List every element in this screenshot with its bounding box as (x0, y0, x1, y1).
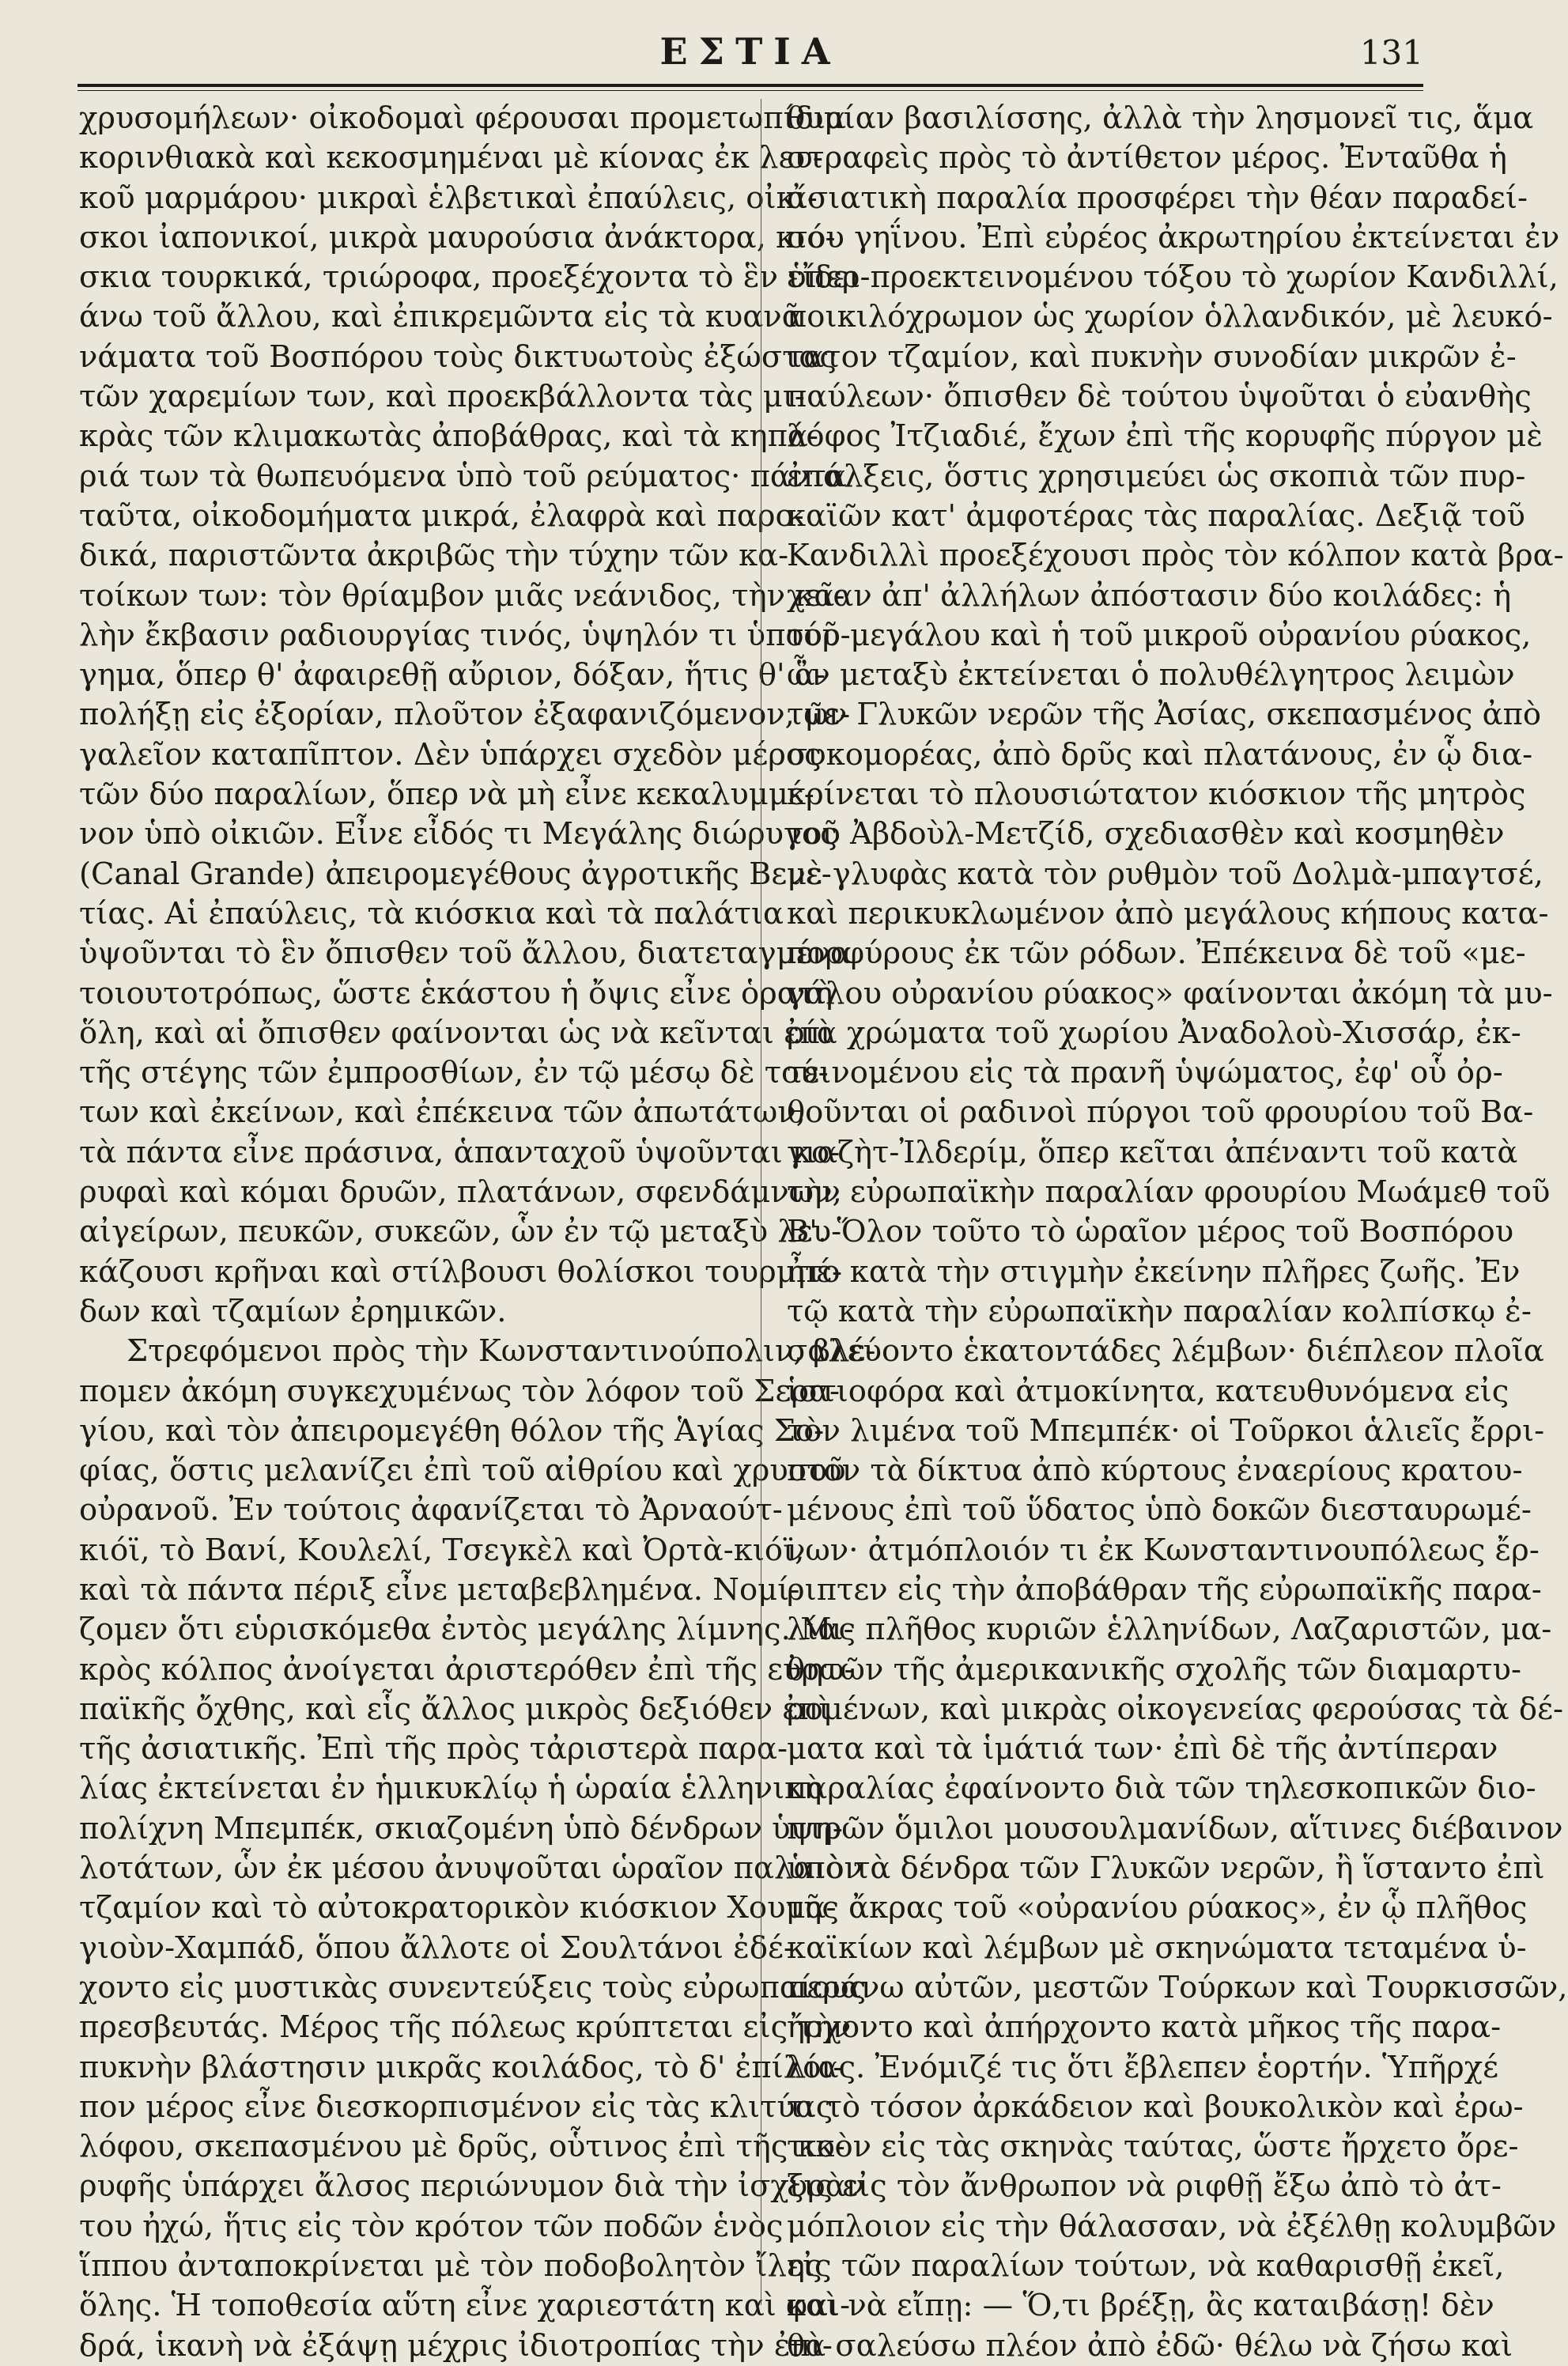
text-line: λίας πλῆθος κυριῶν ἑλληνίδων, Λαζαριστῶν, μα- (787, 1612, 1552, 1648)
text-line: θὰ σαλεύσω πλέον ἀπὸ ἐδῶ· θέλω νὰ ζήσω καὶ (787, 2327, 1513, 2364)
text-line: χεῖαν ἀπ' ἀλλήλων ἀπόστασιν δύο κοιλάδες: ἡ (787, 577, 1512, 614)
text-line: παραλίας ἐφαίνοντο διὰ τῶν τηλεσκοπικῶν διο- (787, 1771, 1536, 1807)
text-line: οὐρανοῦ. Ἐν τούτοις ἀφανίζεται τὸ Ἀρναούτ- (79, 1492, 783, 1529)
text-line: πυκνὴν βλάστησιν μικρᾶς κοιλάδος, τὸ δ' ἐπίλοι- (79, 2049, 844, 2085)
text-line: ὧν μεταξὺ ἐκτείνεται ὁ πολυθέλγητρος λειμὼν (787, 657, 1515, 694)
text-line: καὶ περικυκλωμένον ἀπὸ μεγάλους κήπους κατα- (787, 895, 1549, 932)
page-header (77, 24, 1423, 79)
text-line: μὲ γλυφὰς κατὰ τὸν ρυθμὸν τοῦ Δολμὰ-μπαγτσέ, (787, 856, 1543, 892)
text-line: σκια τουρκικά, τριώροφα, προεξέχοντα τὸ ἓν ὑπερ- (79, 259, 871, 296)
text-line: τῆς ἄκρας τοῦ «οὐρανίου ρύακος», ἐν ᾧ πλῆθος (787, 1890, 1528, 1926)
text-line: γάλου οὐρανίου ρύακος» φαίνονται ἀκόμη τὰ μυ- (787, 975, 1553, 1011)
text-line: πον μέρος εἶνε διεσκορπισμένον εἰς τὰς κλιτύας (79, 2088, 833, 2125)
text-line: κοῦ μαρμάρου· μικραὶ ἑλβετικαὶ ἐπαύλεις, οἰκί- (79, 180, 818, 216)
text-line: ἐπάλξεις, ὅστις χρησιμεύει ὡς σκοπιὰ τῶν πυρ- (787, 458, 1526, 494)
text-line: ἤρχοντο καὶ ἀπήρχοντο κατὰ μῆκος τῆς παρα- (787, 2009, 1502, 2046)
text-line: άνω τοῦ ἄλλου, καὶ ἐπικρεμῶντα εἰς τὰ κυανᾶ (79, 299, 803, 335)
text-line: ταῦτα, οἰκοδομήματα μικρά, ἐλαφρὰ καὶ παρο- (79, 497, 804, 534)
text-line: καὶ νὰ εἴπῃ: — Ὅ,τι βρέξῃ, ἂς καταιβάσῃ! δὲν (787, 2288, 1494, 2324)
text-line: γημα, ὅπερ θ' ἀφαιρεθῇ αὔριον, δόξαν, ἥτις θ' ἀ- (79, 657, 826, 694)
text-line: φίας, ὅστις μελανίζει ἐπὶ τοῦ αἰθρίου καὶ χρυσοῦ (79, 1453, 846, 1489)
text-line: τικὸν εἰς τὰς σκηνὰς ταύτας, ὥστε ἤρχετο ὄρε- (787, 2129, 1519, 2165)
text-line: καὶ τὰ πάντα πέριξ εἶνε μεταβεβλημένα. Νομί- (79, 1571, 800, 1608)
left-column (79, 99, 876, 2364)
text-line: Β'. Ὅλον τοῦτο τὸ ὡραῖον μέρος τοῦ Βοσπόρου (787, 1214, 1514, 1250)
text-line: τὰ πάντα εἶνε πράσινα, ἁπανταχοῦ ὑψοῦνται κο- (79, 1134, 841, 1170)
text-line: χρυσομήλεων· οἰκοδομαὶ φέρουσαι προμετωπίδια (79, 100, 846, 136)
text-line: Στρεφόμενοι πρὸς τὴν Κωνσταντινούπολιν, βλέ- (127, 1333, 876, 1370)
text-line: τῆς στέγης τῶν ἐμπροσθίων, ἐν τῷ μέσῳ δὲ τού- (79, 1055, 829, 1091)
text-line: τοιουτοτρόπως, ὥστε ἑκάστου ἡ ὄψις εἶνε ὁρατὴ (79, 975, 833, 1011)
right-column (787, 99, 1568, 2364)
text-line: λίας ἐκτείνεται ἐν ἡμικυκλίῳ ἡ ὡραία ἑλληνικὴ (79, 1771, 822, 1807)
text-line: καϊῶν κατ' ἀμφοτέρας τὰς παραλίας. Δεξιᾷ τοῦ (787, 497, 1525, 534)
text-line: παύλεων· ὄπισθεν δὲ τούτου ὑψοῦται ὁ εὐανθὴς (787, 379, 1532, 415)
text-line: νάματα τοῦ Βοσπόρου τοὺς δικτυωτοὺς ἐξώστας (79, 338, 837, 375)
text-line: ρυφαὶ καὶ κόμαι δρυῶν, πλατάνων, σφενδάμνων, (79, 1174, 842, 1211)
text-line: ματα καὶ τὰ ἱμάτιά των· ἐπὶ δὲ τῆς ἀντίπεραν (787, 1731, 1498, 1767)
text-line: νων· ἀτμόπλοιόν τι ἐκ Κωνσταντινουπόλεως ἔρ- (787, 1532, 1540, 1568)
text-line: Κανδιλλὶ προεξέχουσι πρὸς τὸν κόλπον κατὰ βρα- (787, 538, 1564, 574)
text-line: ρομένων, καὶ μικρὰς οἰκογενείας φερούσας τὰ δέ- (787, 1691, 1564, 1727)
text-line: σου γηΐνου. Ἐπὶ εὐρέος ἀκρωτηρίου ἐκτείνεται ἐν (787, 219, 1560, 255)
text-line: των καὶ ἐκείνων, καὶ ἐπέκεινα τῶν ἀπωτάτων, (79, 1094, 806, 1131)
text-line: κάζουσι κρῆναι καὶ στίλβουσι θολίσκοι τουρμπέ- (79, 1253, 843, 1290)
header-rule (77, 84, 1423, 87)
text-line: (Canal Grande) ἀπειρομεγέθους ἀγροτικῆς Βενε- (79, 856, 832, 892)
text-line: γαλεῖον καταπῖπτον. Δὲν ὑπάρχει σχεδὸν μέρος (79, 736, 822, 773)
page-number: 131 (1359, 33, 1423, 72)
text-line: τι τὸ τόσον ἀρκάδειον καὶ βουκολικὸν καὶ ἐρω- (787, 2088, 1524, 2125)
text-line: γιοὺν-Χαμπάδ, ὅπου ἄλλοτε οἱ Σουλτάνοι ἐδέ- (79, 1929, 794, 1966)
text-line: τῶν δύο παραλίων, ὅπερ νὰ μὴ εἶνε κεκαλυμμέ- (79, 777, 814, 813)
text-line: θυμίαν βασιλίσσης, ἀλλὰ τὴν λησμονεῖ τις, ἅμα (787, 100, 1534, 136)
text-line: ἀσιατικὴ παραλία προσφέρει τὴν θέαν παραδεί- (787, 180, 1528, 216)
text-line: πτρῶν ὅμιλοι μουσουλμανίδων, αἵτινες διέβαινον (787, 1810, 1563, 1846)
text-line: μένους ἐπὶ τοῦ ὕδατος ὑπὸ δοκῶν διεσταυρωμέ- (787, 1492, 1532, 1529)
text-line: εἰς τῶν παραλίων τούτων, νὰ καθαρισθῇ ἐκεῖ, (787, 2248, 1505, 2285)
text-line: στραφεὶς πρὸς τὸ ἀντίθετον μέρος. Ἐνταῦθα ἡ (787, 140, 1507, 176)
text-line: μόπλοιον εἰς τὴν θάλασσαν, νὰ ἐξέλθῃ κολυμβῶν (787, 2208, 1557, 2244)
text-line: λόφος Ἰτζιαδιέ, ἔχων ἐπὶ τῆς κορυφῆς πύργον μὲ (787, 418, 1543, 455)
text-line: ὅλης. Ἡ τοποθεσία αὕτη εἶνε χαριεστάτη καὶ φαι- (79, 2288, 851, 2324)
text-line: κιόϊ, τὸ Βανί, Κουλελί, Τσεγκὲλ καὶ Ὀρτὰ-κιόϊ, (79, 1532, 805, 1568)
text-line: καϊκίων καὶ λέμβων μὲ σκηνώματα τεταμένα ὑ- (787, 1929, 1527, 1966)
text-line: ριά των τὰ θωπευόμενα ὑπὸ τοῦ ρεύματος· πάντα (79, 458, 847, 494)
text-line: τζαμίον καὶ τὸ αὐτοκρατορικὸν κιόσκιον Χουμα- (79, 1890, 837, 1926)
text-line: τατον τζαμίον, καὶ πυκνὴν συνοδίαν μικρῶν ἐ- (787, 338, 1517, 375)
text-line: λόφου, σκεπασμένου μὲ δρῦς, οὗτινος ἐπὶ τῆς κο- (79, 2129, 845, 2165)
text-line: παϊκῆς ὄχθης, καὶ εἷς ἄλλος μικρὸς δεξιόθεν ἐπὶ (79, 1691, 831, 1727)
text-line: συκομορέας, ἀπὸ δρῦς καὶ πλατάνους, ἐν ᾧ δια- (787, 736, 1533, 773)
text-line: πολήξῃ εἰς ἐξορίαν, πλοῦτον ἐξαφανιζόμενον, με- (79, 697, 851, 733)
text-line: ὅλη, καὶ αἱ ὄπισθεν φαίνονται ὡς νὰ κεῖνται ἐπὶ (79, 1015, 833, 1051)
text-line: ριπτεν εἰς τὴν ἀποβάθραν τῆς εὐρωπαϊκῆς παρα- (787, 1571, 1542, 1608)
text-line: θοῦνται οἱ ραδινοὶ πύργοι τοῦ φρουρίου τοῦ Βα- (787, 1094, 1534, 1131)
text-line: δων καὶ τζαμίων ἐρημικῶν. (79, 1293, 507, 1329)
text-line: ὑψοῦνται τὸ ἓν ὄπισθεν τοῦ ἄλλου, διατεταγμένα (79, 935, 852, 972)
text-line: ξις εἰς τὸν ἄνθρωπον νὰ ριφθῇ ἔξω ἀπὸ τὸ ἀτ- (787, 2168, 1502, 2205)
text-line: ἵππου ἀνταποκρίνεται μὲ τὸν ποδοβολητὸν ἴλης (79, 2248, 822, 2285)
text-line: κρίνεται τὸ πλουσιώτατον κιόσκιον τῆς μητρὸς (787, 777, 1526, 813)
text-line: τοῦ μεγάλου καὶ ἡ τοῦ μικροῦ οὐρανίου ρύακος, (787, 617, 1532, 653)
text-line: πορφύρους ἐκ τῶν ρόδων. Ἐπέκεινα δὲ τοῦ «με- (787, 935, 1526, 972)
text-line: κρὰς τῶν κλιμακωτὰς ἀποβάθρας, καὶ τὰ κηπά- (79, 418, 818, 455)
text-line: ρυφῆς ὑπάρχει ἄλσος περιώνυμον διὰ τὴν ἰσχυρὰν (79, 2168, 865, 2205)
text-line: τὸν λιμένα τοῦ Μπεμπέκ· οἱ Τοῦρκοι ἁλιεῖς ἔρρι- (787, 1412, 1545, 1449)
text-line: τῶν χαρεμίων των, καὶ προεκβάλλοντα τὰς μι- (79, 379, 805, 415)
text-line: αἰγείρων, πευκῶν, συκεῶν, ὧν ἐν τῷ μεταξὺ λευ- (79, 1214, 842, 1250)
text-line: γίου, καὶ τὸν ἀπειρομεγέθη θόλον τῆς Ἁγίας Σο- (79, 1412, 825, 1449)
text-line: τῆς ἀσιατικῆς. Ἐπὶ τῆς πρὸς τἀριστερὰ παρα- (79, 1731, 788, 1767)
text-line: θητῶν τῆς ἀμερικανικῆς σχολῆς τῶν διαμαρτυ- (787, 1651, 1521, 1688)
text-line: τὴν εὐρωπαϊκὴν παραλίαν φρουρίου Μωάμεθ τοῦ (787, 1174, 1551, 1211)
text-line: κρὸς κόλπος ἀνοίγεται ἀριστερόθεν ἐπὶ τῆς εὐρω- (79, 1651, 855, 1688)
text-line: εἴδει προεκτεινομένου τόξου τὸ χωρίον Κανδιλλί, (787, 259, 1559, 296)
text-line: τοίκων των: τὸν θρίαμβον μιᾶς νεάνιδος, τὴν κα- (79, 577, 845, 614)
text-line: ζομεν ὅτι εὑρισκόμεθα ἐντὸς μεγάλης λίμνης. Μι- (79, 1612, 854, 1648)
text-line: πρεσβευτάς. Μέρος τῆς πόλεως κρύπτεται εἰς τὴν (79, 2009, 852, 2046)
text-line: δικά, παριστῶντα ἀκριβῶς τὴν τύχην τῶν κα- (79, 538, 789, 574)
text-line: σκοι ἰαπονικοί, μικρὰ μαυρούσια ἀνάκτορα, κιό- (79, 219, 836, 255)
text-line: δρά, ἱκανὴ νὰ ἐξάψῃ μέχρις ἰδιοτροπίας τὴν ἐπι- (79, 2327, 833, 2364)
text-line: περάνω αὐτῶν, μεστῶν Τούρκων καὶ Τουρκισσῶν, (787, 1969, 1568, 2005)
text-line: πτον τὰ δίκτυα ἀπὸ κύρτους ἐναερίους κρατου- (787, 1453, 1523, 1489)
text-line: λίας. Ἐνόμιζέ τις ὅτι ἔβλεπεν ἑορτήν. Ὑπῆρχέ (787, 2049, 1499, 2085)
text-line: ἱστιοφόρα καὶ ἀτμοκίνητα, κατευθυνόμενα εἰς (787, 1373, 1509, 1409)
text-line: ἦτο κατὰ τὴν στιγμὴν ἐκείνην πλῆρες ζωῆς. Ἐν (787, 1253, 1521, 1290)
text-line: πολίχνη Μπεμπέκ, σκιαζομένη ὑπὸ δένδρων ὑψη- (79, 1810, 843, 1846)
running-title: ΕΣΤΙΑ (659, 30, 841, 73)
text-line: λὴν ἔκβασιν ραδιουργίας τινός, ὑψηλόν τι ὑπούρ- (79, 617, 851, 653)
text-line: ὑπὸ τὰ δένδρα τῶν Γλυκῶν νερῶν, ἢ ἵσταντο ἐπὶ (787, 1850, 1545, 1887)
text-line: πομεν ἀκόμη συγκεχυμένως τὸν λόφον τοῦ Σερα- (79, 1373, 841, 1409)
text-line: του ἠχώ, ἥτις εἰς τὸν κρότον τῶν ποδῶν ἑνὸς (79, 2208, 784, 2244)
text-line: τοῦ Ἀβδοὺλ-Μετζίδ, σχεδιασθὲν καὶ κοσμηθὲν (787, 816, 1505, 852)
text-line: τῶν Γλυκῶν νερῶν τῆς Ἀσίας, σκεπασμένος ἀπὸ (787, 697, 1542, 733)
text-line: νον ὑπὸ οἰκιῶν. Εἶνε εἶδός τι Μεγάλης διώρυγος (79, 816, 837, 852)
text-line: τῷ κατὰ τὴν εὐρωπαϊκὴν παραλίαν κολπίσκῳ ἐ- (787, 1293, 1532, 1329)
text-line: τεινομένου εἰς τὰ πρανῆ ὑψώματος, ἐφ' οὗ ὀρ- (787, 1055, 1503, 1091)
text-line: κορινθιακὰ καὶ κεκοσμημέναι μὲ κίονας ἐκ λευ- (79, 140, 823, 176)
text-line: τίας. Αἱ ἐπαύλεις, τὰ κιόσκια καὶ τὰ παλάτια (79, 895, 784, 932)
text-line: λοτάτων, ὧν ἐκ μέσου ἀνυψοῦται ὡραῖον παλαιὸν (79, 1850, 863, 1887)
text-line: γιαζὴτ-Ἰλδερίμ, ὅπερ κεῖται ἀπέναντι τοῦ κατὰ (787, 1134, 1518, 1170)
header-rule-thin (77, 90, 1423, 91)
text-line: σαλεύοντο ἑκατοντάδες λέμβων· διέπλεον πλοῖα (787, 1333, 1544, 1370)
text-line: ποικιλόχρωμον ὡς χωρίον ὁλλανδικόν, μὲ λευκό- (787, 299, 1553, 335)
text-line: ρία χρώματα τοῦ χωρίου Ἀναδολοὺ-Χισσάρ, ἐκ- (787, 1015, 1521, 1051)
text-line: χοντο εἰς μυστικὰς συνεντεύξεις τοὺς εὐρωπαίους (79, 1969, 867, 2005)
